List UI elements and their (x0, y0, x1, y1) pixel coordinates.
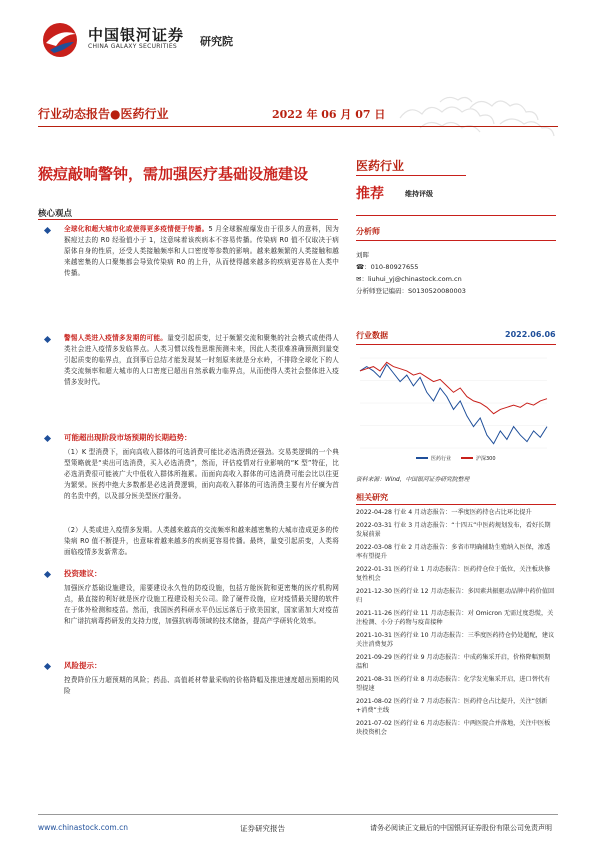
sidebar-divider (356, 175, 466, 176)
market-data-label: 行业数据 (356, 331, 388, 340)
trends-title: 可能超出现阶段市场预期的长期趋势： (64, 433, 192, 442)
related-item[interactable]: 2022-04-28 行业 4 月动态报告：一季度医药持仓占比环比提升 (356, 509, 532, 516)
footer-center: 证券研究报告 (240, 824, 285, 833)
market-chart (356, 352, 551, 467)
analyst-phone: ☎：010-80927655 (356, 263, 419, 271)
header-divider (38, 126, 558, 127)
related-item[interactable]: 2021-11-26 医药行业 11 月动态报告：对 Omicron 无需过度恐慌，关注检测、小分子药物与疫苗接种 (356, 609, 554, 626)
paragraph-4: 加强医疗基础设施建设，需要建设永久性的防疫设施，包括方舱医院和更密集的医疗机构网点，最直接的利好就是医疗设施工程建设相关公司。除了硬件设施，应对疫情最关键的软件在于体外检测和疫苗。然而，我国医药科研水平仍远远落后于欧美国家，国家需加大对疫苗和广谱抗病毒药研发的支持力度，加强抗病毒领域的技术储备，提高产学研转化效率。 (64, 584, 339, 625)
legend-label-pharma: 医药行业 (431, 456, 452, 462)
chart-source: 资料来源：Wind，中国银河证券研究院整理 (356, 477, 470, 483)
analyst-email[interactable]: ✉：liuhui_yj@chinastock.com.cn (356, 275, 462, 283)
paragraph-3a: （1）K 型消费下，面向高收入群体的可选消费可能比必选消费还强劲。交易类逻辑的一个典型策略就是“卖出可选消费，买入必选消费”，然而，评估疫情对行业影响的“K 型”特征，比必选消费很可能被广大中低收入群体所拖累。而面向高收入群体的可选消费可能会比以往更为繁荣。医药中绝大多数都是必选消费逻辑，面向高收入群体的可选消费主要有片仔癀为首的名贵中药，以及部分医美型医疗服务。 (64, 448, 339, 500)
paragraph-1 (64, 224, 339, 279)
related-label: 相关研究 (356, 493, 388, 502)
related-item[interactable]: 2022-03-31 行业 3 月动态报告：“十四五”中医药规划发布，看好长期发展前景 (356, 521, 551, 538)
risk-title: 风险提示： (64, 661, 102, 670)
sidebar-divider (356, 215, 556, 216)
brand-name: 中国银河证券 (88, 26, 185, 44)
paragraph-1-highlight: 全球化和超大城市化或使得更多疫情便于传播。 (64, 225, 209, 233)
analyst-label: 分析师 (356, 227, 380, 236)
related-item[interactable]: 2021-08-02 医药行业 7 月动态报告：医药持仓占比提升，关注“创新+消费”主线 (356, 697, 548, 714)
related-item[interactable]: 2021-12-30 医药行业 12 月动态报告：多因素共振驱动品牌中药价值回归 (356, 587, 555, 604)
core-view-title: 核心观点 (38, 209, 73, 219)
bullet-icon (44, 663, 51, 670)
related-item[interactable]: 2021-09-29 医药行业 9 月动态报告：中成药集采开启，价格降幅预期温和 (356, 653, 551, 670)
rating-note: 维持评级 (405, 190, 433, 198)
paragraph-2 (64, 333, 339, 388)
bullet-icon (44, 227, 51, 234)
footer-disclaimer: 请务必阅读正文最后的中国银河证券股份有限公司免责声明 (370, 824, 552, 832)
sidebar-divider (356, 504, 556, 505)
report-type: 行业动态报告●医药行业 (38, 107, 169, 121)
sidebar-divider (356, 344, 556, 345)
bullet-icon (44, 336, 51, 343)
related-item[interactable]: 2021-08-31 医药行业 8 月动态报告：化学发光集采开启，进口替代有望提速 (356, 675, 551, 692)
related-item[interactable]: 2021-07-02 医药行业 6 月动态报告：中两医院合并落地，关注中医板块投资机会 (356, 719, 551, 736)
analyst-reg-no: 分析师登记编码：S0130520080003 (356, 287, 466, 295)
footer-divider (38, 814, 558, 815)
galaxy-logo-icon (38, 20, 82, 60)
core-divider (38, 219, 338, 220)
sidebar-industry: 医药行业 (356, 159, 405, 173)
paragraph-2-highlight: 警惕人类进入疫情多发期的可能。 (64, 334, 168, 342)
paragraph-3b: （2）人类或进入疫情多发期。人类越来越高的交流频率和越来越密集的大城市造成更多的传染病 R0 值不断提升，也意味着越来越多的疾病更容易传播。最终，量变引起质变，人类将面临疫情多发新常态。 (64, 526, 339, 556)
brand-name-en: CHINA GALAXY SECURITIES (88, 43, 178, 50)
paragraph-5: 控费降价压力超预期的风险；药品、高值耗材带量采购的价格降幅及推进速度超出预期的风险 (64, 676, 339, 695)
related-item[interactable]: 2022-03-08 行业 2 月动态报告：多省市明确辅助生殖纳入医保，渗透率有望提升 (356, 543, 551, 560)
market-data-date: 2022.06.06 (505, 330, 556, 339)
report-title: 猴痘敲响警钟，需加强医疗基础设施建设 (38, 165, 309, 183)
paragraph-2-text: 量变引起质变，过于频繁交流和聚集的社会模式或使得人类社会进入疫情多发临界点。人类习惯以线性思维预测未来，因此人类很难准确预测到量变引起质变的临界点，直到事后总结才能发现某一时刻原来就是分水岭，不排除全球化下的人类交流频率和超大城市的人口密度已超出自然承载力临界点，从而使得人类社会整体进入疫情多发时代。 (64, 334, 340, 386)
institute-name: 研究院 (200, 35, 233, 48)
bullet-icon (44, 435, 51, 442)
legend-label-csi300: 沪深300 (476, 456, 496, 462)
related-item[interactable]: 2021-10-31 医药行业 10 月动态报告：三季度医药持仓仍处超配，建议关注消费复苏 (356, 631, 555, 648)
investment-title: 投资建议： (64, 569, 102, 578)
bullet-icon (44, 571, 51, 578)
report-date: 2022 年 06 月 07 日 (272, 108, 386, 121)
paragraph-1-text: 5 月全球猴痘爆发由于很多人的意料，因为猴痘过去的 R0 经验值小于 1，这意味着该疾病本不容易传播。传染病 R0 值不仅取决于病原体自身的性质，还受人类接触频率和人口密度等参数的影响。越来越频繁的人类接触和越来越密集的人口聚集都会导致传染病 R0 的上升，从而使得越来越多的疾病更容易在人类中传播。 (64, 225, 339, 277)
analyst-name: 刘晖 (356, 251, 369, 259)
related-list (356, 508, 556, 741)
rating-label: 推荐 (356, 186, 384, 202)
related-item[interactable]: 2022-01-31 医药行业 1 月动态报告：医药持仓位于低位，关注板块修复性机会 (356, 565, 551, 582)
footer-url[interactable]: www.chinastock.com.cn (38, 823, 128, 832)
sidebar-divider (356, 240, 556, 241)
